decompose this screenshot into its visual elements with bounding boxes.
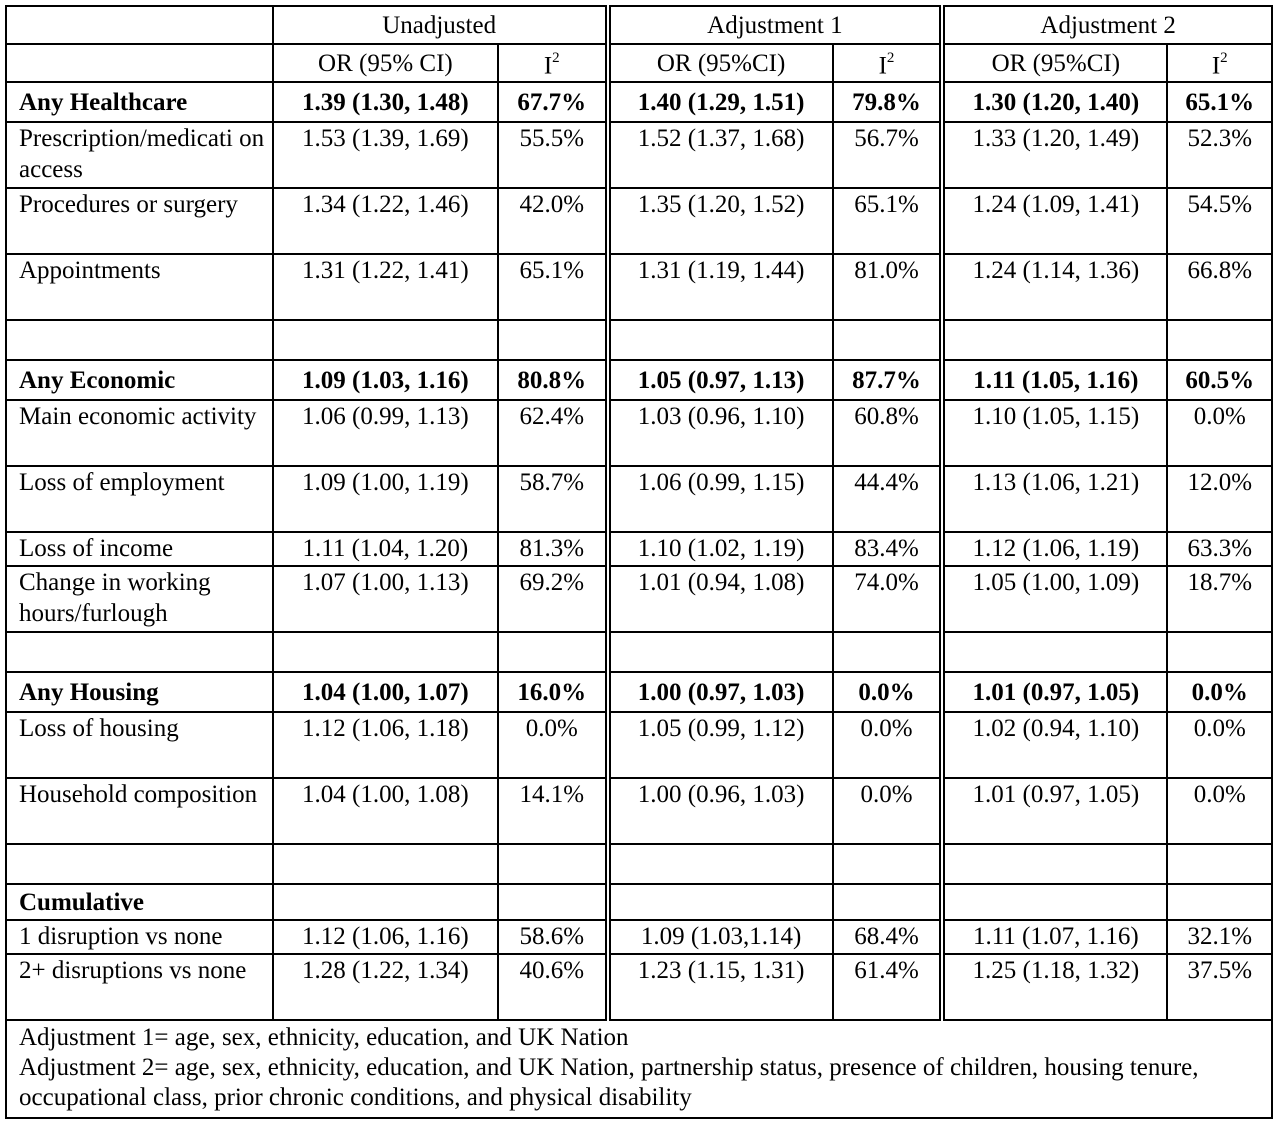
table-row [6, 532, 1272, 566]
spacer-cell [498, 320, 608, 360]
cell-i2-unadjusted: 40.6% [498, 954, 608, 1020]
spacer-cell [833, 632, 943, 672]
cell-or-unadjusted: 1.04 (1.00, 1.07) [273, 672, 498, 712]
cell-i2-adjustment-1: 61.4% [833, 954, 943, 1020]
cell-i2-adjustment-1: 44.4% [833, 466, 943, 532]
header-unadjusted: Unadjusted [273, 6, 608, 44]
cell-i2-adjustment-1: 65.1% [833, 188, 943, 254]
table-row [6, 400, 1272, 466]
cell-or-unadjusted: 1.09 (1.00, 1.19) [273, 466, 498, 532]
cell-or-adjustment-1: 1.10 (1.02, 1.19) [608, 532, 833, 566]
row-label: Procedures or surgery [6, 188, 273, 254]
cell-or-adjustment-2: 1.24 (1.14, 1.36) [942, 254, 1167, 320]
spacer-row [6, 320, 1272, 360]
cell-i2-adjustment-1: 81.0% [833, 254, 943, 320]
table-row [6, 360, 1272, 400]
cell-i2-adjustment-2: 54.5% [1167, 188, 1272, 254]
cell-or-unadjusted: 1.06 (0.99, 1.13) [273, 400, 498, 466]
cell-or-adjustment-2: 1.02 (0.94, 1.10) [942, 712, 1167, 778]
cell-or-adjustment-1 [608, 884, 833, 920]
cell-i2-unadjusted: 55.5% [498, 122, 608, 188]
cell-or-adjustment-1: 1.31 (1.19, 1.44) [608, 254, 833, 320]
cell-or-unadjusted: 1.04 (1.00, 1.08) [273, 778, 498, 844]
row-label: Appointments [6, 254, 273, 320]
row-label: 2+ disruptions vs none [6, 954, 273, 1020]
footnote-cell [6, 1020, 1272, 1118]
cell-or-unadjusted: 1.09 (1.03, 1.16) [273, 360, 498, 400]
cell-i2-unadjusted: 0.0% [498, 712, 608, 778]
cell-or-adjustment-1: 1.35 (1.20, 1.52) [608, 188, 833, 254]
cell-i2-adjustment-2: 0.0% [1167, 778, 1272, 844]
table-row [6, 920, 1272, 954]
cell-or-adjustment-2: 1.30 (1.20, 1.40) [942, 82, 1167, 122]
cell-i2-adjustment-1: 56.7% [833, 122, 943, 188]
cell-i2-adjustment-1: 0.0% [833, 712, 943, 778]
footnote-adjustment-1: Adjustment 1= age, sex, ethnicity, education, and UK Nation [19, 1024, 629, 1052]
row-label: Prescription/medicati on access [6, 122, 273, 188]
cell-i2-unadjusted: 81.3% [498, 532, 608, 566]
cell-or-adjustment-2: 1.11 (1.07, 1.16) [942, 920, 1167, 954]
spacer-cell [273, 320, 498, 360]
cell-or-unadjusted: 1.34 (1.22, 1.46) [273, 188, 498, 254]
cell-or-unadjusted: 1.39 (1.30, 1.48) [273, 82, 498, 122]
cell-or-adjustment-1: 1.52 (1.37, 1.68) [608, 122, 833, 188]
spacer-cell [942, 844, 1167, 884]
cell-or-adjustment-2: 1.24 (1.09, 1.41) [942, 188, 1167, 254]
spacer-row [6, 632, 1272, 672]
cell-i2-adjustment-2: 0.0% [1167, 712, 1272, 778]
row-label: Change in working hours/furlough [6, 566, 273, 632]
spacer-cell [942, 320, 1167, 360]
cell-or-unadjusted: 1.28 (1.22, 1.34) [273, 954, 498, 1020]
cell-i2-adjustment-1: 79.8% [833, 82, 943, 122]
cell-i2-adjustment-2: 66.8% [1167, 254, 1272, 320]
header-adjustment-2: Adjustment 2 [942, 6, 1272, 44]
cell-or-adjustment-1: 1.09 (1.03,1.14) [608, 920, 833, 954]
spacer-cell [608, 632, 833, 672]
cell-or-adjustment-1: 1.00 (0.96, 1.03) [608, 778, 833, 844]
spacer-cell [6, 320, 273, 360]
table-row [6, 466, 1272, 532]
header-adjustment-1: Adjustment 1 [608, 6, 943, 44]
sub-header-or-unadjusted: OR (95% CI) [273, 44, 498, 82]
cell-i2-unadjusted: 65.1% [498, 254, 608, 320]
notes-row [6, 1020, 1272, 1118]
sub-header-i2-adjustment-1 [833, 44, 943, 82]
spacer-row [6, 844, 1272, 884]
cell-or-unadjusted: 1.53 (1.39, 1.69) [273, 122, 498, 188]
i2-letter: I [878, 52, 887, 80]
cell-i2-adjustment-1: 60.8% [833, 400, 943, 466]
row-label: Cumulative [6, 884, 273, 920]
cell-i2-unadjusted: 16.0% [498, 672, 608, 712]
i2-letter: I [543, 52, 553, 80]
table-row [6, 188, 1272, 254]
spacer-cell [942, 632, 1167, 672]
cell-or-adjustment-2: 1.33 (1.20, 1.49) [942, 122, 1167, 188]
spacer-cell [498, 632, 608, 672]
header-blank-cell [6, 6, 273, 44]
cell-i2-adjustment-1: 68.4% [833, 920, 943, 954]
row-label: Loss of housing [6, 712, 273, 778]
cell-i2-adjustment-2: 32.1% [1167, 920, 1272, 954]
i2-letter: I [1211, 52, 1221, 80]
cell-or-adjustment-1: 1.01 (0.94, 1.08) [608, 566, 833, 632]
group-header-row [6, 6, 1272, 44]
cell-or-unadjusted: 1.11 (1.04, 1.20) [273, 532, 498, 566]
table-row [6, 884, 1272, 920]
cell-i2-adjustment-1: 87.7% [833, 360, 943, 400]
cell-or-adjustment-1: 1.23 (1.15, 1.31) [608, 954, 833, 1020]
cell-i2-adjustment-2: 0.0% [1167, 672, 1272, 712]
spacer-cell [608, 844, 833, 884]
cell-or-unadjusted: 1.31 (1.22, 1.41) [273, 254, 498, 320]
cell-or-adjustment-1: 1.06 (0.99, 1.15) [608, 466, 833, 532]
spacer-cell [1167, 320, 1272, 360]
footnote-adjustment-2: Adjustment 2= age, sex, ethnicity, education, and UK Nation, partnership status, presence of children, housing tenure, occupational class, prior chronic conditions, and physical disability [19, 1054, 1199, 1112]
spacer-cell [6, 632, 273, 672]
cell-i2-adjustment-1: 0.0% [833, 672, 943, 712]
sub-header-or-adjustment-2: OR (95%CI) [942, 44, 1167, 82]
sub-header-row [6, 44, 1272, 82]
i2-superscript: 2 [1220, 50, 1228, 66]
cell-i2-unadjusted: 62.4% [498, 400, 608, 466]
cell-i2-unadjusted: 80.8% [498, 360, 608, 400]
odds-ratio-table [5, 5, 1273, 1119]
cell-i2-adjustment-1: 0.0% [833, 778, 943, 844]
cell-or-adjustment-2: 1.12 (1.06, 1.19) [942, 532, 1167, 566]
cell-or-adjustment-1: 1.05 (0.97, 1.13) [608, 360, 833, 400]
table-row [6, 954, 1272, 1020]
cell-i2-unadjusted: 42.0% [498, 188, 608, 254]
row-label: Loss of employment [6, 466, 273, 532]
spacer-cell [273, 844, 498, 884]
spacer-cell [608, 320, 833, 360]
cell-i2-unadjusted [498, 884, 608, 920]
row-label: Any Housing [6, 672, 273, 712]
row-label: Main economic activity [6, 400, 273, 466]
cell-i2-unadjusted: 58.6% [498, 920, 608, 954]
cell-or-adjustment-2: 1.01 (0.97, 1.05) [942, 778, 1167, 844]
spacer-cell [1167, 632, 1272, 672]
results-table-container [5, 5, 1275, 1119]
sub-header-blank-cell [6, 44, 273, 82]
spacer-cell [833, 844, 943, 884]
cell-i2-adjustment-2: 52.3% [1167, 122, 1272, 188]
cell-i2-adjustment-2: 18.7% [1167, 566, 1272, 632]
cell-i2-adjustment-2: 60.5% [1167, 360, 1272, 400]
cell-i2-adjustment-2: 0.0% [1167, 400, 1272, 466]
cell-i2-unadjusted: 69.2% [498, 566, 608, 632]
cell-or-unadjusted: 1.12 (1.06, 1.16) [273, 920, 498, 954]
spacer-cell [273, 632, 498, 672]
row-label: Loss of income [6, 532, 273, 566]
cell-or-adjustment-1: 1.40 (1.29, 1.51) [608, 82, 833, 122]
table-row [6, 672, 1272, 712]
cell-i2-unadjusted: 58.7% [498, 466, 608, 532]
spacer-cell [1167, 844, 1272, 884]
row-label: 1 disruption vs none [6, 920, 273, 954]
cell-i2-adjustment-1: 83.4% [833, 532, 943, 566]
spacer-cell [498, 844, 608, 884]
spacer-cell [6, 844, 273, 884]
table-row [6, 566, 1272, 632]
row-label: Household composition [6, 778, 273, 844]
cell-or-adjustment-1: 1.03 (0.96, 1.10) [608, 400, 833, 466]
cell-i2-adjustment-2: 63.3% [1167, 532, 1272, 566]
row-label: Any Healthcare [6, 82, 273, 122]
table-row [6, 82, 1272, 122]
cell-or-adjustment-1: 1.05 (0.99, 1.12) [608, 712, 833, 778]
cell-i2-adjustment-2: 12.0% [1167, 466, 1272, 532]
cell-i2-adjustment-2: 37.5% [1167, 954, 1272, 1020]
table-row [6, 254, 1272, 320]
row-label: Any Economic [6, 360, 273, 400]
cell-or-unadjusted: 1.12 (1.06, 1.18) [273, 712, 498, 778]
cell-or-adjustment-2: 1.11 (1.05, 1.16) [942, 360, 1167, 400]
cell-i2-unadjusted: 14.1% [498, 778, 608, 844]
cell-or-adjustment-2 [942, 884, 1167, 920]
sub-header-i2-unadjusted [498, 44, 608, 82]
cell-or-adjustment-2: 1.25 (1.18, 1.32) [942, 954, 1167, 1020]
i2-superscript: 2 [886, 50, 895, 66]
cell-i2-adjustment-1 [833, 884, 943, 920]
cell-or-unadjusted [273, 884, 498, 920]
sub-header-i2-adjustment-2 [1167, 44, 1272, 82]
cell-i2-adjustment-1: 74.0% [833, 566, 943, 632]
cell-or-adjustment-2: 1.05 (1.00, 1.09) [942, 566, 1167, 632]
cell-i2-adjustment-2 [1167, 884, 1272, 920]
table-row [6, 122, 1272, 188]
cell-i2-unadjusted: 67.7% [498, 82, 608, 122]
i2-superscript: 2 [552, 50, 560, 66]
table-row [6, 712, 1272, 778]
cell-or-adjustment-2: 1.10 (1.05, 1.15) [942, 400, 1167, 466]
sub-header-or-adjustment-1: OR (95%CI) [608, 44, 833, 82]
spacer-cell [833, 320, 943, 360]
cell-or-adjustment-2: 1.01 (0.97, 1.05) [942, 672, 1167, 712]
table-row [6, 778, 1272, 844]
cell-or-adjustment-2: 1.13 (1.06, 1.21) [942, 466, 1167, 532]
cell-or-adjustment-1: 1.00 (0.97, 1.03) [608, 672, 833, 712]
cell-i2-adjustment-2: 65.1% [1167, 82, 1272, 122]
cell-or-unadjusted: 1.07 (1.00, 1.13) [273, 566, 498, 632]
